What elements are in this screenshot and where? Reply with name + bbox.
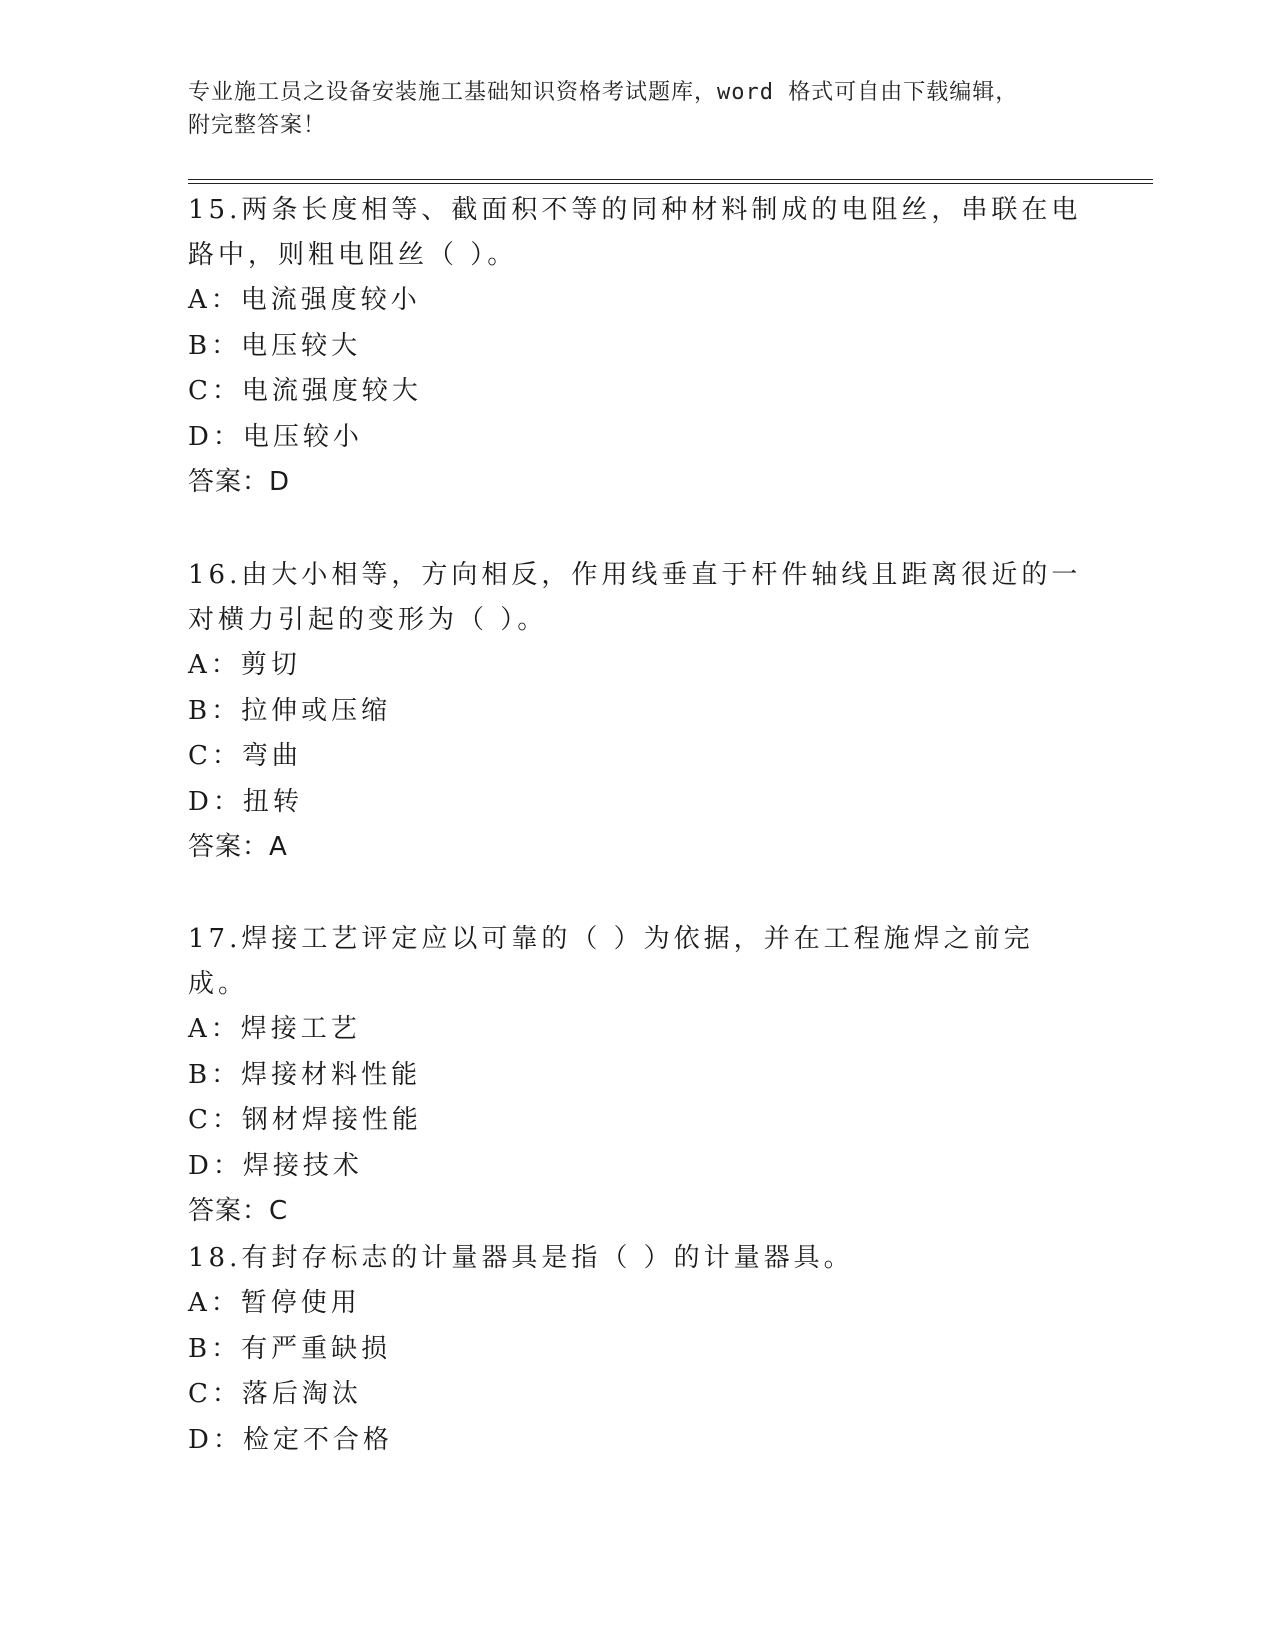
header-line-1: 专业施工员之设备安装施工基础知识资格考试题库，word 格式可自由下载编辑， <box>188 80 1019 105</box>
option-c: C：弯曲 <box>188 741 302 771</box>
question-stem: 17.焊接工艺评定应以可靠的（ ）为依据，并在工程施焊之前完成。 <box>188 924 1034 999</box>
option-a: A：电流强度较小 <box>188 285 421 315</box>
option-a: A：焊接工艺 <box>188 1014 361 1044</box>
question-17 <box>188 917 1088 1234</box>
option-d: D：电压较小 <box>188 421 363 452</box>
header-divider-top <box>188 179 1153 180</box>
option-b: B：拉伸或压缩 <box>188 695 392 726</box>
option-a: A：暂停使用 <box>188 1288 361 1318</box>
option-d: D：检定不合格 <box>188 1424 393 1455</box>
option-a: A：剪切 <box>188 650 301 680</box>
question-18 <box>188 1236 1088 1463</box>
answer: 答案：C <box>188 1196 289 1226</box>
answer: 答案：A <box>188 832 288 862</box>
option-d: D：扭转 <box>188 786 303 817</box>
question-stem: 15.两条长度相等、截面积不等的同种材料制成的电阻丝，串联在电路中，则粗电阻丝（ ）。 <box>188 195 1082 270</box>
option-c: C：落后淘汰 <box>188 1379 362 1409</box>
document-header <box>188 76 1068 142</box>
option-b: B：电压较大 <box>188 330 362 361</box>
option-d: D：焊接技术 <box>188 1150 363 1181</box>
question-16 <box>188 553 1088 870</box>
option-c: C：电流强度较大 <box>188 376 422 406</box>
option-b: B：焊接材料性能 <box>188 1059 422 1090</box>
question-15 <box>188 188 1088 505</box>
question-stem: 18.有封存标志的计量器具是指（ ）的计量器具。 <box>188 1243 854 1273</box>
header-divider-bottom <box>188 183 1153 184</box>
answer: 答案：D <box>188 467 291 497</box>
question-stem: 16.由大小相等，方向相反，作用线垂直于杆件轴线且距离很近的一对横力引起的变形为（ ）。 <box>188 560 1082 635</box>
option-b: B：有严重缺损 <box>188 1333 392 1364</box>
header-line-2: 附完整答案！ <box>188 113 327 138</box>
option-c: C：钢材焊接性能 <box>188 1105 422 1135</box>
